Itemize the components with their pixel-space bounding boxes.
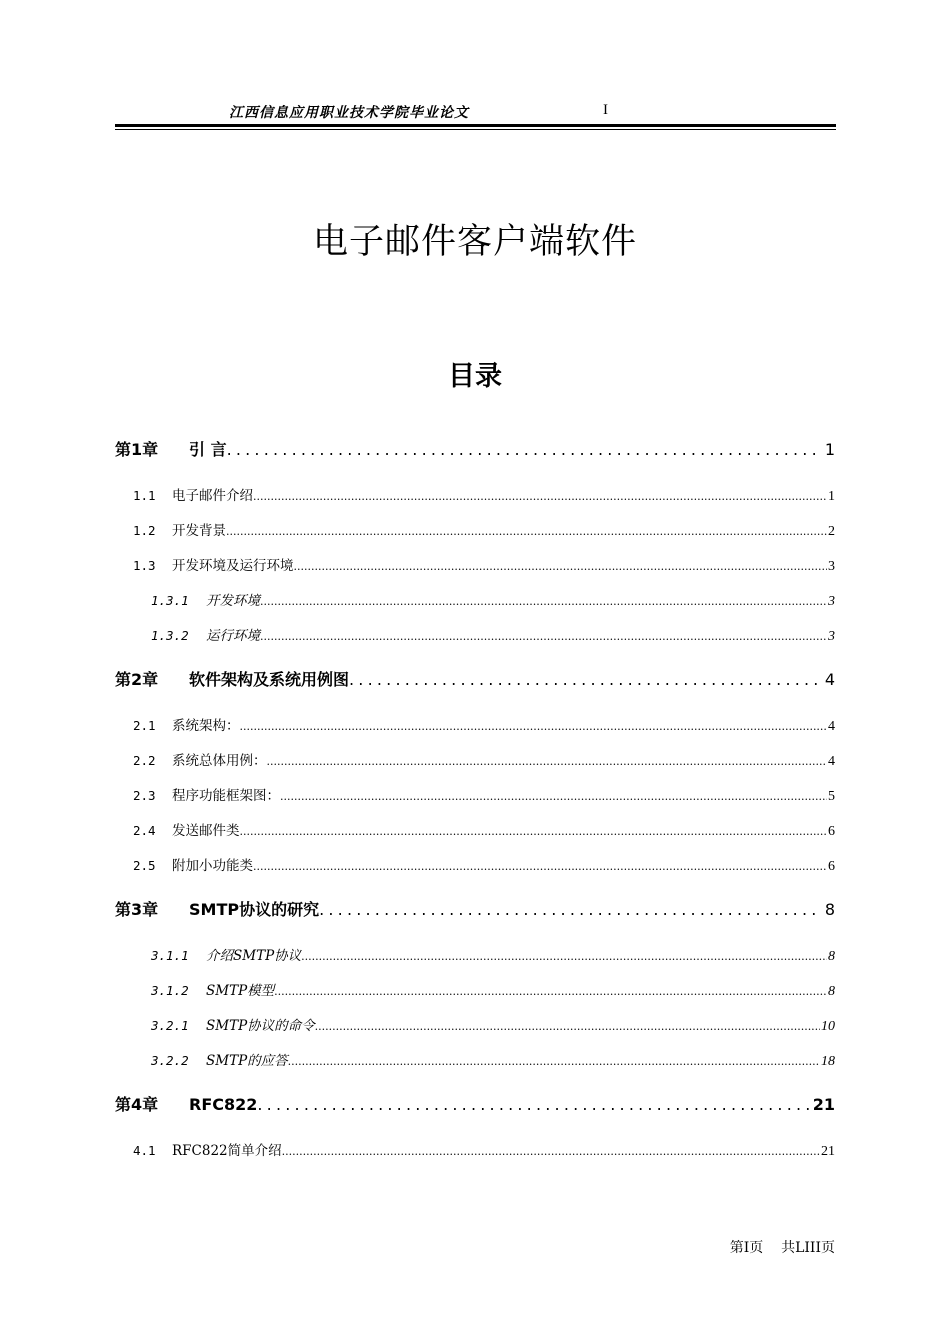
toc-entry[interactable]: [133, 484, 835, 505]
toc-entry[interactable]: [133, 749, 835, 770]
toc-entry-number: 4.1: [133, 1143, 156, 1158]
toc-entry[interactable]: [133, 784, 835, 805]
toc-entry-number: 1.3.1: [151, 593, 189, 608]
toc-dot-leader: [267, 753, 828, 769]
toc-entry[interactable]: [151, 979, 835, 1000]
footer-page-label: 第Ⅰ页: [729, 1240, 764, 1256]
toc-entry[interactable]: [133, 819, 835, 840]
header-page-number: I: [603, 102, 608, 118]
toc-entry-number: 2.4: [133, 823, 156, 838]
toc-dot-leader: [253, 488, 827, 504]
toc-entry-title: 系统架构：: [172, 718, 240, 734]
toc-heading: 目录: [448, 361, 502, 392]
toc-entry-page: 1: [824, 440, 835, 459]
toc-entry-number: 3.2.1: [151, 1018, 189, 1033]
toc-entry-number: 第4章: [115, 1095, 159, 1114]
toc-entry-title: 电子邮件介绍: [172, 488, 253, 504]
toc-dot-leader: [240, 823, 828, 839]
toc-dot-leader: [301, 948, 827, 964]
toc-entry-page: 6: [828, 859, 835, 874]
toc-entry[interactable]: [133, 714, 835, 735]
toc-dot-leader: [253, 858, 827, 874]
toc-dot-leader: [226, 523, 827, 539]
toc-entry-number: 1.2: [133, 523, 156, 538]
page-footer: [730, 1237, 835, 1257]
toc-entry[interactable]: [115, 897, 835, 920]
toc-entry[interactable]: [151, 624, 835, 645]
toc-entry[interactable]: [151, 589, 835, 610]
toc-entry[interactable]: [151, 1049, 835, 1070]
toc-entry-number: 第1章: [115, 440, 159, 459]
header-rule-thin: [115, 129, 836, 130]
toc-dot-leader: [227, 440, 821, 459]
toc-dot-leader: [257, 1095, 808, 1114]
toc-dot-leader: [288, 1053, 820, 1069]
toc-entry[interactable]: [151, 944, 835, 965]
toc-entry-number: 2.1: [133, 718, 156, 733]
toc-entry[interactable]: [133, 554, 835, 575]
toc-entry[interactable]: [115, 1092, 835, 1115]
toc-entry-number: 第3章: [115, 900, 159, 919]
toc-entry-title: SMTP的应答: [206, 1053, 288, 1069]
footer-total-label: 共LIII页: [781, 1240, 835, 1256]
toc-dot-leader: [319, 900, 821, 919]
toc-entry-page: 21: [821, 1144, 835, 1159]
toc-entry-title: 开发环境: [206, 593, 260, 609]
toc-entry[interactable]: [151, 1014, 835, 1035]
toc-entry-number: 3.1.1: [151, 948, 189, 963]
toc-entry-page: 4: [824, 670, 835, 689]
toc-entry-number: 第2章: [115, 670, 159, 689]
toc-entry-title: 引 言: [189, 440, 227, 459]
toc-entry-page: 4: [828, 754, 835, 769]
toc-entry-number: 2.5: [133, 858, 156, 873]
toc-entry-title: 介绍SMTP协议: [206, 948, 302, 964]
toc-entry-title: 开发背景: [172, 523, 226, 539]
toc-dot-leader: [240, 718, 828, 734]
toc-entry-number: 2.3: [133, 788, 156, 803]
toc-entry-page: 5: [828, 789, 835, 804]
toc-entry-title: 开发环境及运行环境: [172, 558, 294, 574]
toc-entry-title: SMTP协议的研究: [189, 900, 320, 919]
toc-entry-page: 2: [828, 524, 835, 539]
header-school-name: 江西信息应用职业技术学院毕业论文: [229, 105, 469, 121]
toc-entry-number: 2.2: [133, 753, 156, 768]
toc-entry-page: 3: [828, 559, 835, 574]
toc-entry[interactable]: [115, 437, 835, 460]
toc-entry[interactable]: [133, 1139, 835, 1160]
toc-entry-page: 18: [821, 1054, 835, 1069]
toc-entry-number: 1.1: [133, 488, 156, 503]
document-title: 电子邮件客户端软件: [312, 222, 637, 262]
toc-entry-title: SMTP模型: [206, 983, 275, 999]
toc-entry-title: 附加小功能类: [172, 858, 253, 874]
toc-entry-page: 3: [828, 629, 835, 644]
toc-dot-leader: [349, 670, 821, 689]
toc-entry[interactable]: [115, 667, 835, 690]
toc-entry-page: 8: [824, 900, 835, 919]
toc-entry-page: 10: [821, 1019, 835, 1034]
toc-entry-title: SMTP协议的命令: [206, 1018, 315, 1034]
toc-entry-number: 1.3: [133, 558, 156, 573]
header-rule-thick: [115, 124, 836, 127]
toc-entry-title: RFC822: [189, 1095, 258, 1114]
toc-entry-page: 8: [828, 984, 835, 999]
toc-entry-page: 3: [828, 594, 835, 609]
toc-entry-page: 21: [812, 1095, 835, 1114]
toc-dot-leader: [315, 1018, 820, 1034]
toc-entry-number: 3.2.2: [151, 1053, 189, 1068]
toc-entry-title: 程序功能框架图：: [172, 788, 280, 804]
toc-entry-title: 发送邮件类: [172, 823, 240, 839]
toc-entry-page: 8: [828, 949, 835, 964]
toc-entry-title: 运行环境: [206, 628, 260, 644]
toc-dot-leader: [282, 1143, 820, 1159]
toc-entry-number: 3.1.2: [151, 983, 189, 998]
toc-entry-title: 系统总体用例：: [172, 753, 267, 769]
toc-entry-page: 6: [828, 824, 835, 839]
toc-dot-leader: [260, 593, 827, 609]
toc-entry-number: 1.3.2: [151, 628, 189, 643]
toc-entry-title: RFC822简单介绍: [172, 1143, 282, 1159]
toc-entry[interactable]: [133, 854, 835, 875]
toc-entry-title: 软件架构及系统用例图: [189, 670, 350, 689]
toc-dot-leader: [260, 628, 827, 644]
toc-dot-leader: [274, 983, 827, 999]
toc-dot-leader: [294, 558, 828, 574]
toc-entry-page: 1: [828, 489, 835, 504]
toc-entry[interactable]: [133, 519, 835, 540]
toc-dot-leader: [280, 788, 827, 804]
toc-entry-page: 4: [828, 719, 835, 734]
